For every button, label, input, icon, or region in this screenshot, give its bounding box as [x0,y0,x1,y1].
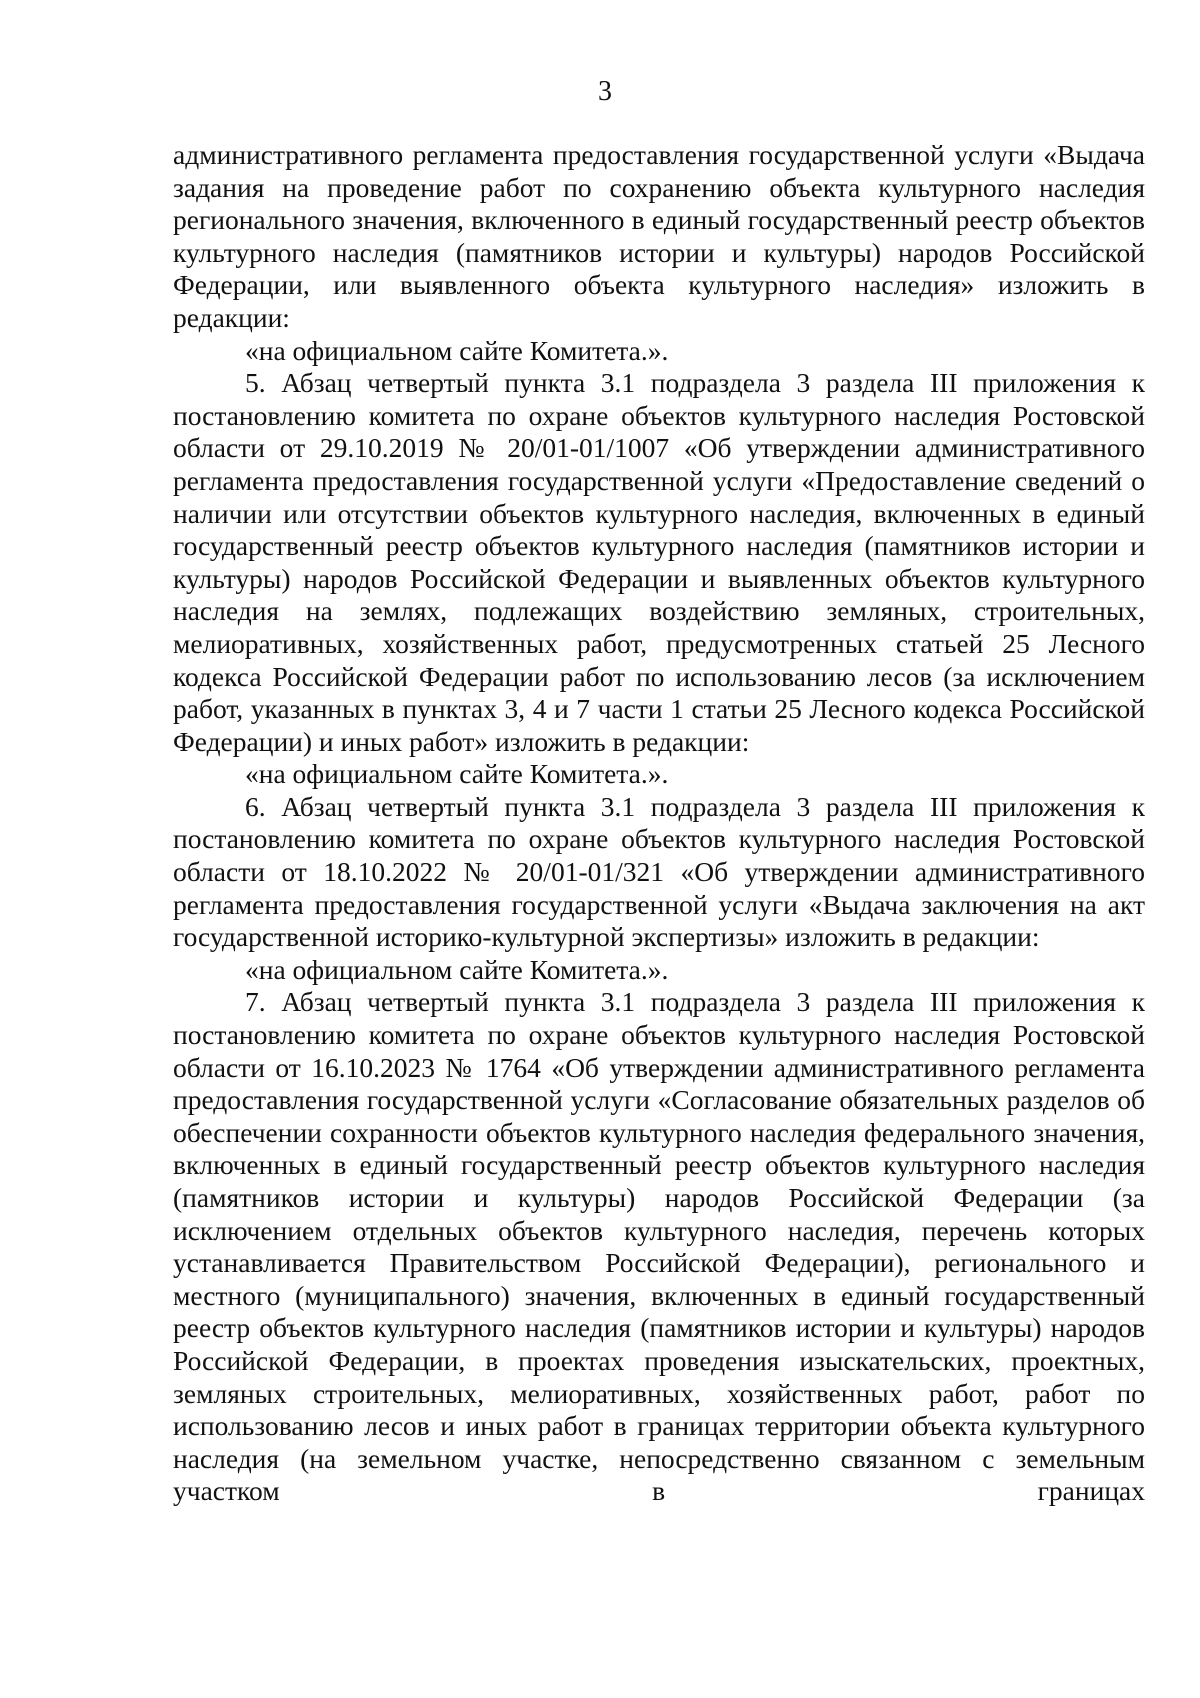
paragraph-continuation: административного регламента предоставления государственной услуги «Выдача задания на проведение работ по сохранению объекта культурного наследия регионального значения, включенного в единый государственный реестр объектов культурного наследия (памятников истории и культуры) народов Российской Федерации, или выявленного объекта культурного наследия» изложить в редакции: [173,139,1145,333]
paragraph-quote: «на официальном сайте Комитета.». [245,758,669,790]
paragraph-item-6: 6. Абзац четвертый пункта 3.1 подраздела 3 раздела III приложения к постановлению комитета по охране объектов культурного наследия Ростовской области от 18.10.2022 № 20/01-01/321 «Об утверждении административного регламента предоставления государственной услуги «Выдача заключения на акт государственной историко-культурной экспертизы» изложить в редакции: [173,790,1145,953]
document-body [173,139,1145,1508]
paragraph-quote: «на официальном сайте Комитета.». [245,334,669,366]
paragraph-item-5: 5. Абзац четвертый пункта 3.1 подраздела 3 раздела III приложения к постановлению комитета по охране объектов культурного наследия Ростовской области от 29.10.2019 № 20/01-01/1007 «Об утверждении административного регламента предоставления государственной услуги «Предоставление сведений о наличии или отсутствии объектов культурного наследия, включенных в единый государственный реестр объектов культурного наследия (памятников истории и культуры) народов Российской Федерации и выявленных объектов культурного наследия на землях, подлежащих воздействию земляных, строительных, мелиоративных, хозяйственных работ, предусмотренных статьей 25 Лесного кодекса Российской Федерации работ по использованию лесов (за исключением работ, указанных в пунктах 3, 4 и 7 части 1 статьи 25 Лесного кодекса Российской Федерации) и иных работ» изложить в редакции: [173,367,1145,757]
paragraph-item-7: 7. Абзац четвертый пункта 3.1 подраздела 3 раздела III приложения к постановлению комитета по охране объектов культурного наследия Ростовской области от 16.10.2023 № 1764 «Об утверждении административного регламента предоставления государственной услуги «Согласование обязательных разделов об обеспечении сохранности объектов культурного наследия федерального значения, включенных в единый государственный реестр объектов культурного наследия (памятников истории и культуры) народов Российской Федерации (за исключением отдельных объектов культурного наследия, перечень которых устанавливается Правительством Российской Федерации), регионального и местного (муниципального) значения, включенных в единый государственный реестр объектов культурного наследия (памятников истории и культуры) народов Российской Федерации, в проектах проведения изыскательских, проектных, земляных строительных, мелиоративных, хозяйственных работ, работ по использованию лесов и иных работ в границах территории объекта культурного наследия (на земельном участке, непосредственно связанном с земельным участком в границах [173,986,1145,1507]
page-number: 3 [598,76,612,107]
paragraph-quote: «на официальном сайте Комитета.». [245,953,669,985]
